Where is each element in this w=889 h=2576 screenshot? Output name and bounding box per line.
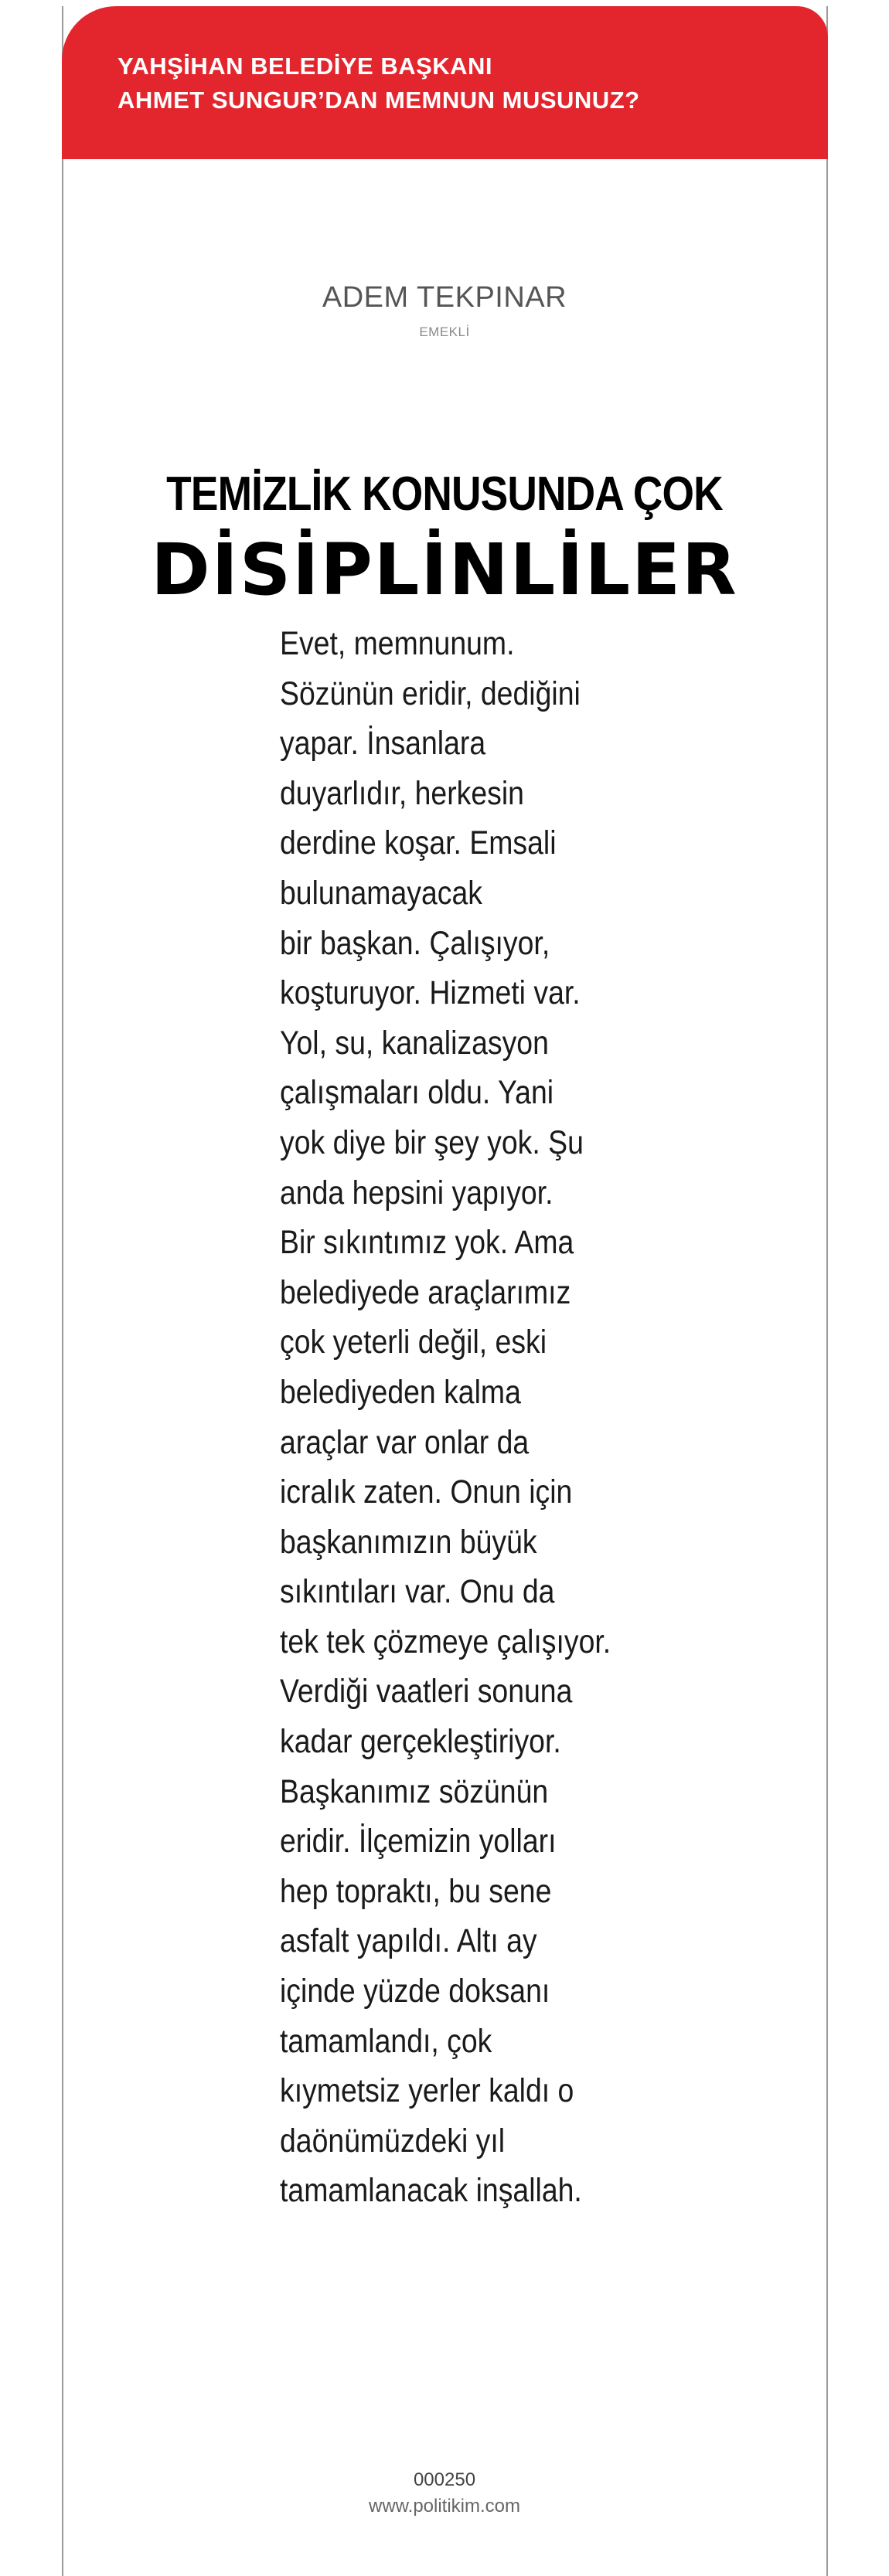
body-line: kadar gerçekleştiriyor. xyxy=(280,1724,561,1761)
body-line: Bir sıkıntımız yok. Ama xyxy=(280,1225,574,1262)
body-line: tamamlanacak inşallah. xyxy=(280,2173,582,2210)
body-line: başkanımızın büyük xyxy=(280,1524,537,1561)
body-line: derdine koşar. Emsali xyxy=(280,825,557,862)
body-line: Yol, su, kanalizasyon xyxy=(280,1025,549,1062)
body-line: duyarlıdır, herkesin xyxy=(280,775,524,812)
body-line: belediyeden kalma xyxy=(280,1374,521,1411)
body-line: Başkanımız sözünün xyxy=(280,1773,549,1810)
headline-line-2: DİSİPLİNLİLER xyxy=(151,528,738,611)
body-line: Evet, memnunum. xyxy=(280,626,515,662)
author-name: ADEM TEKPINAR xyxy=(322,281,567,314)
body-line: kıymetsiz yerler kaldı o xyxy=(280,2073,574,2110)
website-url: www.politikim.com xyxy=(368,2496,521,2517)
body-line: araçlar var onlar da xyxy=(280,1424,530,1461)
banner-line-2: AHMET SUNGUR’DAN MEMNUN MUSUNUZ? xyxy=(118,87,640,114)
body-line: asfalt yapıldı. Altı ay xyxy=(280,1923,537,1960)
author-occupation: EMEKLİ xyxy=(419,325,470,339)
body-line: çok yeterli değil, eski xyxy=(280,1324,547,1361)
body-line: Verdiği vaatleri sonuna xyxy=(280,1674,573,1711)
body-line: tamamlandı, çok xyxy=(280,2023,492,2060)
body-line: tek tek çözmeye çalışıyor. xyxy=(280,1623,611,1660)
body-line: sıkıntıları var. Onu da xyxy=(280,1574,555,1611)
headline-line-1: TEMİZLİK KONUSUNDA ÇOK xyxy=(166,467,723,521)
body-line: çalışmaları oldu. Yani xyxy=(280,1075,554,1112)
body-line: bulunamayacak xyxy=(280,875,482,912)
body-line: yapar. İnsanlara xyxy=(280,726,486,763)
body-line: içinde yüzde doksanı xyxy=(280,1973,550,2010)
body-line: anda hepsini yapıyor. xyxy=(280,1174,553,1212)
body-line: bir başkan. Çalışıyor, xyxy=(280,925,550,962)
body-line: icralık zaten. Onun için xyxy=(280,1474,573,1511)
body-line: hep topraktı, bu sene xyxy=(280,1873,552,1910)
page-number: 000250 xyxy=(413,2469,476,2490)
body-line: eridir. İlçemizin yolları xyxy=(280,1823,557,1861)
question-banner xyxy=(62,6,828,159)
body-line: yok diye bir şey yok. Şu xyxy=(280,1124,584,1161)
answer-body xyxy=(280,620,666,2217)
banner-line-1: YAHŞİHAN BELEDİYE BAŞKANI xyxy=(118,53,493,80)
body-line: daönümüzdeki yıl xyxy=(280,2122,506,2160)
body-line: belediyede araçlarımız xyxy=(280,1274,571,1311)
body-line: Sözünün eridir, dediğini xyxy=(280,675,581,712)
body-line: koşturuyor. Hizmeti var. xyxy=(280,975,581,1012)
